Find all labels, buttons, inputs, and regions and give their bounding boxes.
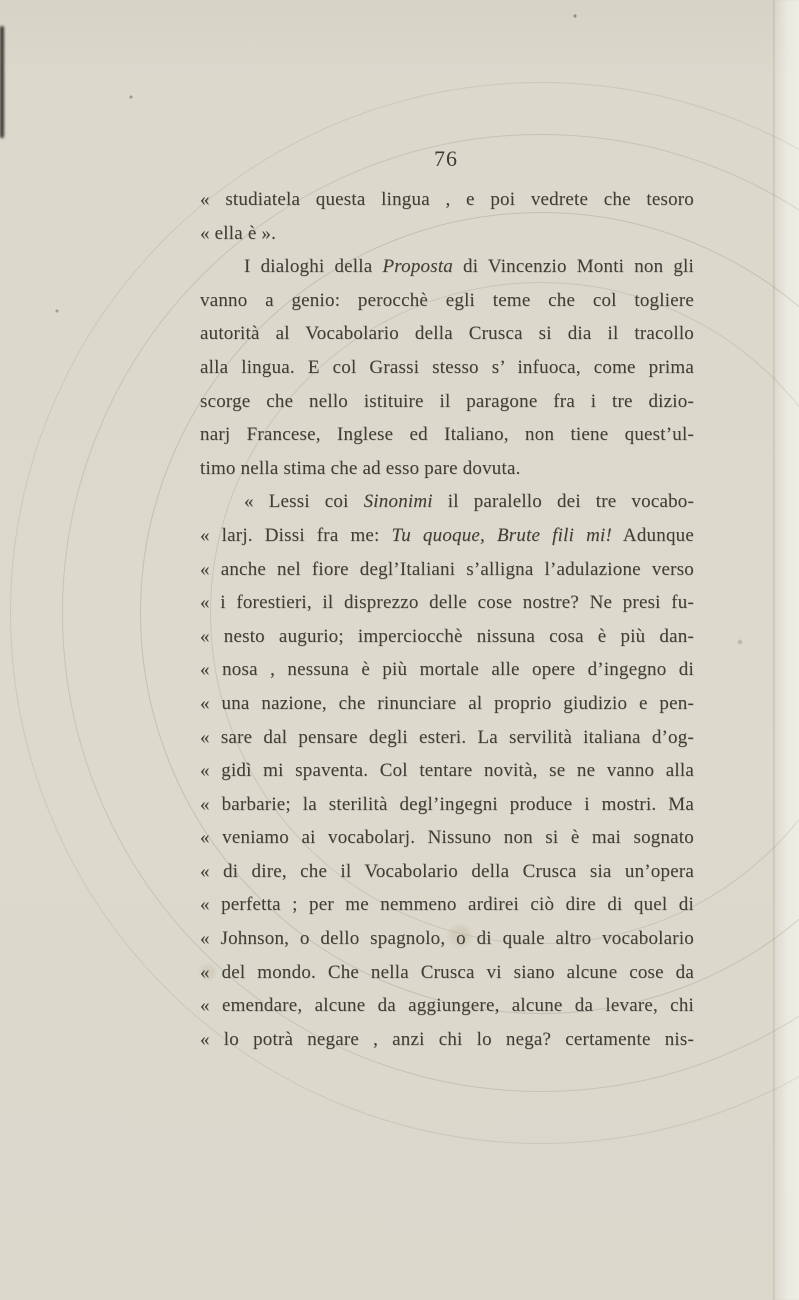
text-line [200,989,694,1023]
text-line [200,217,694,251]
text-line [200,418,694,452]
text-line [200,855,694,889]
text-segment: « nosa , nessuna è più mortale alle opere d’ingegno di [200,659,694,681]
text-line [200,1023,694,1057]
text-segment: scorge che nello istituire il paragone fra i tre dizio- [200,390,694,412]
page-text-block [200,183,694,1056]
text-segment: « gidì mi spaventa. Col tentare novità, se ne vanno alla [200,760,694,782]
text-segment: « una nazione, che rinunciare al proprio giudizio e pen- [200,692,694,714]
text-line [200,317,694,351]
text-line [200,553,694,587]
text-segment: « Johnson, o dello spagnolo, o di quale altro vocabolario [200,928,694,950]
text-segment: Adunque [612,524,694,546]
text-segment: « i forestieri, il disprezzo delle cose nostre? Ne presi fu- [200,592,694,614]
italic-text-segment: Sinonimi [363,491,433,513]
text-segment: « anche nel fiore degl’Italiani s’alligna l’adulazione verso [200,558,694,580]
text-line [200,586,694,620]
text-segment: « barbarie; la sterilità degl’ingegni produce i mostri. Ma [200,793,694,815]
text-line [200,653,694,687]
text-line [200,687,694,721]
text-segment: di Vincenzio Monti non gli [453,256,694,278]
text-line [200,351,694,385]
page-number: 76 [434,146,458,171]
text-segment: il paralello dei tre vocabo- [432,491,695,513]
text-segment: « veniamo ai vocabolarj. Nissuno non si è mai sognato [200,827,694,849]
text-segment: « nesto augurio; imperciocchè nissuna cosa è più dan- [200,625,694,647]
text-line [200,183,694,217]
italic-text-segment: Proposta [382,256,454,278]
text-line [200,452,694,486]
text-line [200,754,694,788]
text-segment: narj Francese, Inglese ed Italiano, non tiene quest’ul- [200,424,694,446]
text-segment: alla lingua. E col Grassi stesso s’ infuoca, come prima [200,356,694,378]
text-segment: « lo potrà negare , anzi chi lo nega? certamente nis- [200,1028,694,1050]
text-segment: « emendare, alcune da aggiungere, alcune da levare, chi [200,995,694,1017]
text-line [200,888,694,922]
text-segment: « di dire, che il Vocabolario della Crusca sia un’opera [200,860,694,882]
text-line [200,788,694,822]
text-line [200,284,694,318]
page-edge-shadow [773,0,799,1300]
text-line [200,519,694,553]
text-segment: « studiatela questa lingua , e poi vedrete che tesoro [200,189,694,210]
text-segment: « perfetta ; per me nemmeno ardirei ciò dire di quel di [200,894,694,916]
text-segment: timo nella stima che ad esso pare dovuta. [200,457,521,479]
text-line [200,385,694,419]
text-line [200,922,694,956]
text-line [200,721,694,755]
text-segment: « del mondo. Che nella Crusca vi siano alcune cose da [200,961,694,983]
text-segment: « ella è ». [200,222,277,244]
text-segment: « larj. Dissi fra me: [200,524,392,546]
text-segment: I dialoghi della [244,256,383,278]
text-line [200,956,694,990]
italic-text-segment: Tu quoque, Brute fili mi! [391,524,612,546]
text-segment: vanno a genio: perocchè egli teme che col togliere [200,289,694,311]
text-line [200,821,694,855]
text-segment: « sare dal pensare degli esteri. La servilità italiana d’og- [200,726,694,748]
text-line [200,620,694,654]
text-segment: « Lessi coi [244,491,364,513]
text-segment: autorità al Vocabolario della Crusca si dia il tracollo [200,323,694,345]
text-line [200,250,694,284]
text-line [200,485,694,519]
scan-edge-artifact [0,26,4,138]
